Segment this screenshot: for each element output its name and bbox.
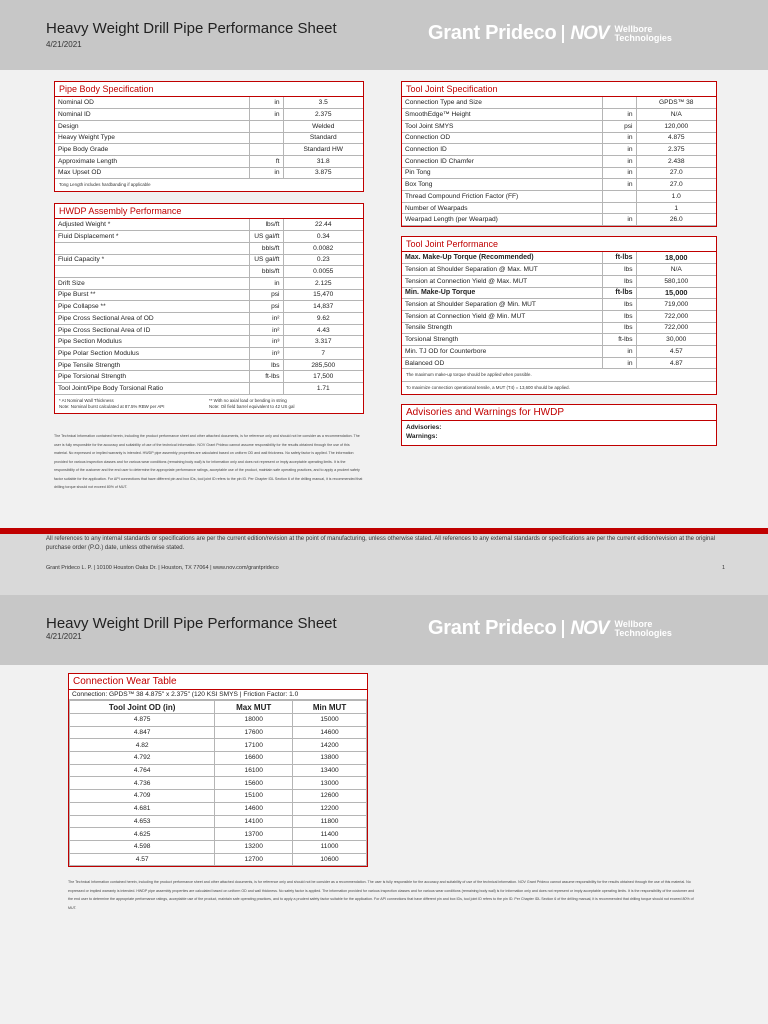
tool-joint-table (402, 97, 716, 226)
hwdp-row (55, 313, 363, 325)
hwdp-label: Pipe Burst ** (55, 289, 249, 301)
tj-perf-label: Tension at Connection Yield @ Min. MUT (402, 310, 602, 322)
page2-title: Heavy Weight Drill Pipe Performance Sheet (46, 615, 337, 632)
hwdp-label: Pipe Cross Sectional Area of OD (55, 313, 249, 325)
logo-divider-2 (562, 620, 564, 638)
pipe-body-value: 3.5 (283, 97, 363, 109)
wear-min-mut: 13400 (293, 764, 367, 777)
tj-perf-unit: lbs (602, 310, 636, 322)
logo-wellbore-technologies: Wellbore Technologies (614, 23, 672, 43)
wear-min-mut: 14600 (293, 726, 367, 739)
tj-perf-label: Torsional Strength (402, 334, 602, 346)
tool-joint-label: Number of Wearpads (402, 202, 602, 214)
wear-title: Connection Wear Table (69, 674, 367, 690)
tj-perf-label: Min. Make-Up Torque (402, 287, 602, 299)
hwdp-value: 22.44 (283, 219, 363, 231)
tj-perf-unit: ft-lbs (602, 334, 636, 346)
tool-joint-value: 27.0 (636, 167, 716, 179)
tj-perf-row (402, 287, 716, 299)
tj-perf-label: Balanced OD (402, 357, 602, 369)
tj-perf-value: 4.57 (636, 346, 716, 358)
hwdp-value: 4.43 (283, 324, 363, 336)
tool-joint-row (402, 191, 716, 203)
wear-connection: Connection: GPDS™ 38 4.875" x 2.375" (120 KSI SMYS | Friction Factor: 1.0 (69, 690, 367, 700)
hwdp-note-a1: * At Nominal Wall Thickness (59, 397, 114, 403)
hwdp-title: HWDP Assembly Performance (55, 204, 363, 219)
hwdp-label: Pipe Polar Section Modulus (55, 348, 249, 360)
hwdp-unit: in³ (249, 336, 283, 348)
page2-disclaimer: The Technical Information contained herein, including the product performance sheet and other attached documents, is for reference only and should not be consider as a recommendation. The user is fully responsible for the accuracy and suitability of use of the technical information. NOV Grant Prideco cannot assume responsibility for the results obtained through the use of this material. No expressed or implied warranty is intended. HWDP pipe assembly properties are calculated based on uniform OD and wall thickness. No safety factor is applied. The information provided for various inspection classes and for various wear conditions (remaining body wall) is for information only and does not represent or imply acceptable operating limits. It is the responsibility of the customer and the end user to determine the appropriate performance ratings, acceptable use of the product, maintain safe operating practices, and to apply a prudent safety factor suitable for the application. For API connections that have different pin and box IDs, tool joint ID refers to the pin ID. Per Chapter IDL Section 6 of the drilling manual, it is recommended that drilling torque should not exceed 80% of MUT. (68, 880, 695, 910)
hwdp-row (55, 348, 363, 360)
tj-perf-value: 15,000 (636, 287, 716, 299)
pipe-body-note: Tong Length includes hardbanding if applicable (59, 182, 151, 188)
wear-row (70, 739, 367, 752)
hwdp-row (55, 231, 363, 243)
hwdp-unit: US gal/ft (249, 231, 283, 243)
pipe-body-row (55, 97, 363, 109)
tool-joint-label: Connection ID (402, 144, 602, 156)
wear-od: 4.875 (70, 714, 215, 727)
page1-disclaimer: The Technical Information contained herein, including the product performance sheet and other attached documents, is for reference only and should not be consider as a recommendation. The user is fully responsible for the accuracy and suitability of use of the technical information. NOV Grant Prideco cannot assume responsibility for the results obtained through the use of this material. No expressed or implied warranty is intended. HWDP pipe assembly properties are calculated based on uniform OD and wall thickness. No safety factor is applied. The information provided for various inspection classes and for various wear conditions (remaining body wall) is for information only and does not represent or imply acceptable operating limits. It is the responsibility of the customer and the end user to determine the appropriate performance ratings, acceptable use of the product, maintain safe operating practices, and to apply a prudent safety factor suitable for the application. For API connections that have different pin and box IDs, tool joint ID refers to the pin ID. Per Chapter IDL Section 6 of the drilling manual, it is recommended that drilling torque should not exceed 80% of MUT. (54, 434, 363, 489)
warnings-label: Warnings: (406, 433, 438, 440)
tj-perf-value: 18,000 (636, 252, 716, 264)
tj-perf-value: 722,000 (636, 310, 716, 322)
tool-joint-unit: in (602, 144, 636, 156)
hwdp-label: Pipe Cross Sectional Area of ID (55, 324, 249, 336)
tj-perf-unit: in (602, 357, 636, 369)
pipe-body-value: Standard (283, 132, 363, 144)
hwdp-unit: in³ (249, 348, 283, 360)
pipe-body-value: Welded (283, 120, 363, 132)
page1-page-number: 1 (722, 565, 726, 571)
tool-joint-panel (401, 81, 717, 227)
logo-brand-2: Grant Prideco (428, 617, 557, 639)
wear-row (70, 714, 367, 727)
hwdp-row (55, 359, 363, 371)
wear-max-mut: 18000 (215, 714, 293, 727)
wear-min-mut: 13800 (293, 752, 367, 765)
wear-header-row (70, 701, 367, 714)
tj-perf-value: 30,000 (636, 334, 716, 346)
tool-joint-value: N/A (636, 109, 716, 121)
hwdp-unit: bbls/ft (249, 266, 283, 278)
page1-references: All references to any internal standards or specifications are per the current edition/revision at the point of manufacturing, unless otherwise stated. All references to any external standards or specifications are per the current edition/revision at the original purchase order (P.O.) date, unless otherwise stated. (46, 536, 716, 551)
hwdp-row (55, 277, 363, 289)
wear-od: 4.57 (70, 853, 215, 866)
wear-panel (68, 673, 368, 867)
tj-perf-panel (401, 236, 717, 395)
wear-max-mut: 15100 (215, 790, 293, 803)
hwdp-unit: in² (249, 324, 283, 336)
pipe-body-unit (249, 144, 283, 156)
tool-joint-row (402, 167, 716, 179)
hwdp-value: 0.0055 (283, 266, 363, 278)
wear-min-mut: 13000 (293, 777, 367, 790)
wear-min-mut: 11000 (293, 840, 367, 853)
tj-perf-row (402, 322, 716, 334)
tool-joint-row (402, 109, 716, 121)
pipe-body-unit: ft (249, 155, 283, 167)
wear-min-mut: 15000 (293, 714, 367, 727)
hwdp-row (55, 301, 363, 313)
tj-perf-unit: lbs (602, 275, 636, 287)
wear-od: 4.709 (70, 790, 215, 803)
wear-od: 4.598 (70, 840, 215, 853)
wear-max-mut: 13200 (215, 840, 293, 853)
tj-perf-unit: lbs (602, 299, 636, 311)
hwdp-row (55, 289, 363, 301)
wear-min-mut: 14200 (293, 739, 367, 752)
tool-joint-label: Box Tong (402, 179, 602, 191)
tool-joint-row (402, 132, 716, 144)
hwdp-label: Fluid Capacity * (55, 254, 249, 266)
tj-perf-row (402, 264, 716, 276)
pipe-body-label: Approximate Length (55, 155, 249, 167)
wear-max-mut: 16600 (215, 752, 293, 765)
hwdp-note-b1: Note: Nominal burst calculated at 87.5% RBW per API (59, 403, 165, 409)
hwdp-table (55, 219, 363, 395)
tool-joint-label: Connection Type and Size (402, 97, 602, 109)
wear-max-mut: 14600 (215, 802, 293, 815)
hwdp-unit: psi (249, 301, 283, 313)
tool-joint-value: 120,000 (636, 120, 716, 132)
company-logo-2 (428, 617, 672, 640)
pipe-body-unit: in (249, 97, 283, 109)
advisories-labels (402, 421, 716, 443)
wear-row (70, 802, 367, 815)
pipe-body-value: 31.8 (283, 155, 363, 167)
tj-perf-value: 4.87 (636, 357, 716, 369)
wear-od: 4.681 (70, 802, 215, 815)
tool-joint-unit: psi (602, 120, 636, 132)
wear-table (69, 700, 367, 866)
tj-perf-unit: lbs (602, 264, 636, 276)
wear-header-min: Min MUT (293, 701, 367, 714)
hwdp-label (55, 266, 249, 278)
logo-brand: Grant Prideco (428, 22, 557, 44)
tool-joint-unit: in (602, 155, 636, 167)
hwdp-label: Drift Size (55, 277, 249, 289)
pipe-body-label: Nominal ID (55, 109, 249, 121)
wear-od: 4.847 (70, 726, 215, 739)
tool-joint-row (402, 214, 716, 226)
pipe-body-value: 2.375 (283, 109, 363, 121)
tool-joint-label: Wearpad Length (per Wearpad) (402, 214, 602, 226)
tj-perf-unit: lbs (602, 322, 636, 334)
wear-row (70, 815, 367, 828)
pipe-body-label: Pipe Body Grade (55, 144, 249, 156)
tj-perf-row (402, 334, 716, 346)
wear-max-mut: 17100 (215, 739, 293, 752)
hwdp-unit (249, 383, 283, 395)
company-logo (428, 22, 672, 45)
hwdp-unit: psi (249, 289, 283, 301)
hwdp-row (55, 371, 363, 383)
hwdp-value: 0.0082 (283, 242, 363, 254)
pipe-body-label: Design (55, 120, 249, 132)
tool-joint-unit (602, 97, 636, 109)
tool-joint-row (402, 202, 716, 214)
hwdp-row (55, 383, 363, 395)
hwdp-value: 0.34 (283, 231, 363, 243)
pipe-body-row (55, 144, 363, 156)
hwdp-value: 15,470 (283, 289, 363, 301)
tool-joint-label: Thread Compound Friction Factor (FF) (402, 191, 602, 203)
tj-perf-row (402, 299, 716, 311)
hwdp-value: 9.62 (283, 313, 363, 325)
tj-perf-unit: ft-lbs (602, 252, 636, 264)
tool-joint-label: Tool Joint SMYS (402, 120, 602, 132)
tool-joint-unit: in (602, 167, 636, 179)
advisories-panel (401, 404, 717, 446)
wear-row (70, 777, 367, 790)
hwdp-row (55, 254, 363, 266)
tool-joint-unit: in (602, 214, 636, 226)
hwdp-row (55, 266, 363, 278)
hwdp-value: 14,837 (283, 301, 363, 313)
tool-joint-label: Connection OD (402, 132, 602, 144)
wear-min-mut: 10600 (293, 853, 367, 866)
logo-divider (562, 25, 564, 43)
hwdp-value: 3.317 (283, 336, 363, 348)
tool-joint-label: Connection ID Chamfer (402, 155, 602, 167)
wear-od: 4.764 (70, 764, 215, 777)
wear-header-max: Max MUT (215, 701, 293, 714)
tj-perf-label: Tension at Shoulder Separation @ Max. MUT (402, 264, 602, 276)
tool-joint-row (402, 97, 716, 109)
wear-header-od: Tool Joint OD (in) (70, 701, 215, 714)
hwdp-row (55, 242, 363, 254)
wear-max-mut: 17600 (215, 726, 293, 739)
wear-row (70, 840, 367, 853)
pipe-body-row (55, 120, 363, 132)
pipe-body-row (55, 155, 363, 167)
wear-max-mut: 14100 (215, 815, 293, 828)
wear-od: 4.653 (70, 815, 215, 828)
wear-row (70, 764, 367, 777)
pipe-body-label: Nominal OD (55, 97, 249, 109)
tj-perf-note1: The maximum make-up torque should be applied when possible. (402, 369, 716, 382)
pipe-body-panel (54, 81, 364, 192)
logo-nov-2: NOV (570, 617, 609, 639)
tj-perf-row (402, 346, 716, 358)
pipe-body-row (55, 132, 363, 144)
tool-joint-row (402, 144, 716, 156)
tj-perf-label: Tension at Shoulder Separation @ Min. MUT (402, 299, 602, 311)
wear-row (70, 828, 367, 841)
wear-max-mut: 16100 (215, 764, 293, 777)
tool-joint-value: 1.0 (636, 191, 716, 203)
logo-nov: NOV (570, 22, 609, 44)
pipe-body-unit: in (249, 167, 283, 179)
hwdp-label: Fluid Displacement * (55, 231, 249, 243)
wear-od: 4.792 (70, 752, 215, 765)
hwdp-unit: in (249, 277, 283, 289)
wear-row (70, 726, 367, 739)
tool-joint-row (402, 155, 716, 167)
page1-header (0, 0, 768, 70)
pipe-body-title: Pipe Body Specification (55, 82, 363, 97)
hwdp-value: 1.71 (283, 383, 363, 395)
tj-perf-value: N/A (636, 264, 716, 276)
pipe-body-table (55, 97, 363, 179)
pipe-body-unit (249, 120, 283, 132)
tj-perf-title: Tool Joint Performance (402, 237, 716, 252)
tool-joint-unit (602, 191, 636, 203)
pipe-body-row (55, 109, 363, 121)
hwdp-row (55, 324, 363, 336)
tool-joint-unit: in (602, 109, 636, 121)
hwdp-value: 17,500 (283, 371, 363, 383)
pipe-body-unit (249, 132, 283, 144)
hwdp-panel (54, 203, 364, 414)
logo-wellbore-technologies-2: Wellbore Technologies (614, 618, 672, 638)
hwdp-unit: lbs/ft (249, 219, 283, 231)
hwdp-note-b2: Note: Oil field barrel equivalent to 42 US gal (209, 403, 295, 409)
hwdp-unit: ft-lbs (249, 371, 283, 383)
hwdp-notes (55, 395, 363, 413)
tj-perf-table (402, 252, 716, 369)
hwdp-label: Adjusted Weight * (55, 219, 249, 231)
tool-joint-row (402, 179, 716, 191)
hwdp-value: 2.125 (283, 277, 363, 289)
hwdp-unit: in² (249, 313, 283, 325)
tj-perf-label: Max. Make-Up Torque (Recommended) (402, 252, 602, 264)
tj-perf-unit: ft-lbs (602, 287, 636, 299)
hwdp-label: Pipe Section Modulus (55, 336, 249, 348)
tj-perf-row (402, 357, 716, 369)
hwdp-row (55, 219, 363, 231)
page2-date: 4/21/2021 (46, 632, 82, 641)
hwdp-value: 0.23 (283, 254, 363, 266)
tj-perf-label: Tension at Connection Yield @ Max. MUT (402, 275, 602, 287)
tj-perf-note2: To maximize connection operational tensile, a MUT (T4) = 13,600 should be applied. (406, 385, 570, 391)
page1-red-band (0, 528, 768, 534)
advisories-title: Advisories and Warnings for HWDP (402, 405, 716, 421)
tj-perf-value: 722,000 (636, 322, 716, 334)
tool-joint-value: 26.0 (636, 214, 716, 226)
hwdp-unit: lbs (249, 359, 283, 371)
tool-joint-value: 1 (636, 202, 716, 214)
page1-title: Heavy Weight Drill Pipe Performance Sheet (46, 20, 337, 37)
tj-perf-unit: in (602, 346, 636, 358)
hwdp-unit: bbls/ft (249, 242, 283, 254)
wear-od: 4.82 (70, 739, 215, 752)
wear-od: 4.736 (70, 777, 215, 790)
hwdp-row (55, 336, 363, 348)
tool-joint-title: Tool Joint Specification (402, 82, 716, 97)
tj-perf-row (402, 275, 716, 287)
page2-header (0, 595, 768, 665)
page1-date: 4/21/2021 (46, 40, 82, 49)
tj-perf-row (402, 310, 716, 322)
hwdp-label: Pipe Collapse ** (55, 301, 249, 313)
tool-joint-value: 27.0 (636, 179, 716, 191)
pipe-body-label: Max Upset OD (55, 167, 249, 179)
hwdp-unit: US gal/ft (249, 254, 283, 266)
wear-min-mut: 12600 (293, 790, 367, 803)
wear-row (70, 752, 367, 765)
wear-row (70, 853, 367, 866)
tool-joint-unit: in (602, 132, 636, 144)
tool-joint-value: 2.438 (636, 155, 716, 167)
wear-min-mut: 11800 (293, 815, 367, 828)
wear-min-mut: 11400 (293, 828, 367, 841)
tool-joint-label: SmoothEdge™ Height (402, 109, 602, 121)
tj-perf-label: Tensile Strength (402, 322, 602, 334)
hwdp-label: Tool Joint/Pipe Body Torsional Ratio (55, 383, 249, 395)
pipe-body-row (55, 167, 363, 179)
pipe-body-unit: in (249, 109, 283, 121)
tj-perf-row (402, 252, 716, 264)
tool-joint-unit: in (602, 179, 636, 191)
hwdp-label (55, 242, 249, 254)
pipe-body-value: 3.875 (283, 167, 363, 179)
hwdp-label: Pipe Torsional Strength (55, 371, 249, 383)
tool-joint-value: 2.375 (636, 144, 716, 156)
page1-footer-address: Grant Prideco L. P. | 10100 Houston Oaks Dr. | Houston, TX 77064 | www.nov.com/grantprideco (46, 565, 279, 571)
tj-perf-value: 580,100 (636, 275, 716, 287)
hwdp-value: 285,500 (283, 359, 363, 371)
hwdp-label: Pipe Tensile Strength (55, 359, 249, 371)
wear-max-mut: 15600 (215, 777, 293, 790)
wear-row (70, 790, 367, 803)
wear-max-mut: 12700 (215, 853, 293, 866)
pipe-body-label: Heavy Weight Type (55, 132, 249, 144)
tool-joint-unit (602, 202, 636, 214)
advisories-label: Advisories: (406, 424, 442, 431)
wear-max-mut: 13700 (215, 828, 293, 841)
tool-joint-value: 4.875 (636, 132, 716, 144)
wear-od: 4.625 (70, 828, 215, 841)
pipe-body-value: Standard HW (283, 144, 363, 156)
tool-joint-row (402, 120, 716, 132)
hwdp-note-a2: ** With no axial load or bending in string (209, 397, 287, 403)
tool-joint-label: Pin Tong (402, 167, 602, 179)
tj-perf-value: 719,000 (636, 299, 716, 311)
hwdp-value: 7 (283, 348, 363, 360)
tool-joint-value: GPDS™ 38 (636, 97, 716, 109)
wear-min-mut: 12200 (293, 802, 367, 815)
tj-perf-label: Min. TJ OD for Counterbore (402, 346, 602, 358)
